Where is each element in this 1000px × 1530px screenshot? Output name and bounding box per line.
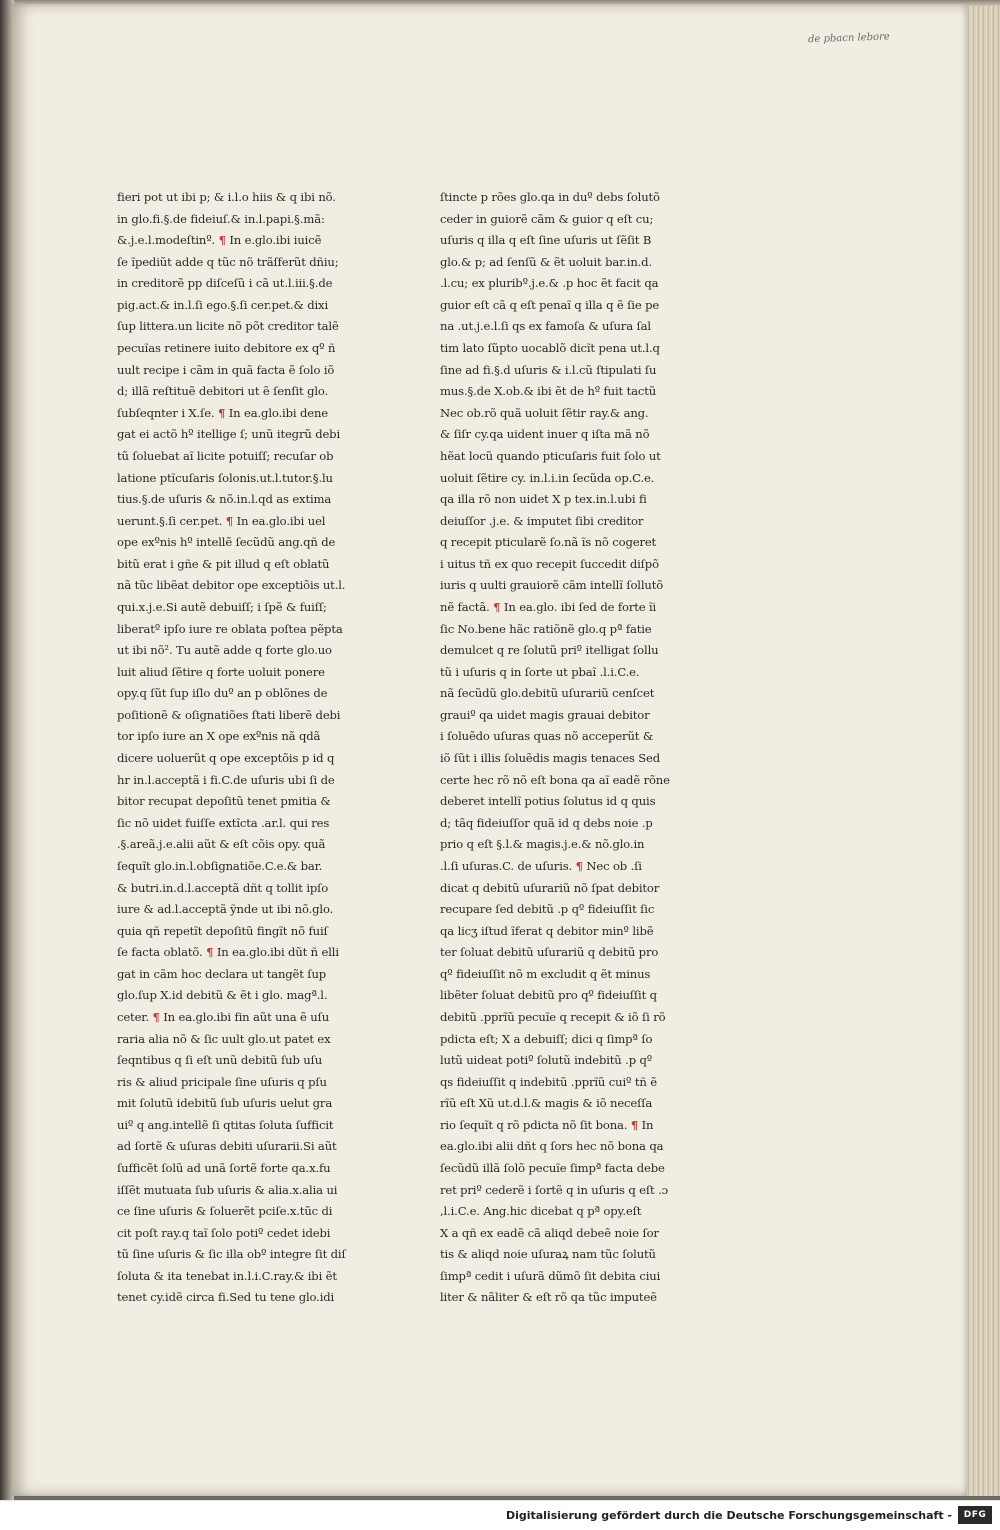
text-line: rio ſequĩt q rõ pdicta nõ ſit bona. ¶ In	[440, 1117, 654, 1132]
text-line: ſimpª cedit i uſurã dũmõ ſit debita ciui	[440, 1268, 661, 1283]
text-line: hr in.l.acceptã i fi.C.de uſuris ubi ſi de	[117, 772, 335, 787]
text-line: raria alia nõ & ſic uult glo.ut patet ex	[117, 1031, 331, 1046]
text-line: ceter. ¶ In ea.glo.ibi fin aũt una ẽ uſu	[117, 1009, 330, 1024]
text-line: qº fideiuſſit nõ m excludit q ẽt minus	[440, 966, 651, 981]
text-line: tenet cy.idẽ circa fi.Sed tu tene glo.idi	[117, 1290, 335, 1305]
text-line: tis & aliqd noie uſuraꝝ nam tũc ſolutũ	[440, 1247, 656, 1262]
text-line: pecuĩas retinere iuito debitore ex qº ñ	[117, 341, 336, 356]
text-line: ſe facta oblatõ. ¶ In ea.glo.ibi dũt ñ elli	[117, 945, 339, 960]
text-line: iſſẽt mutuata ſub uſuris & alia.x.alia ui	[117, 1182, 338, 1197]
text-line: nã tũc libẽat debitor ope exceptiõis ut.l.	[117, 578, 346, 593]
rubric-mark: ¶	[493, 599, 501, 614]
text-line: ſup littera.un licite nõ põt creditor talẽ	[117, 319, 339, 334]
rubric-mark: ¶	[217, 405, 226, 420]
text-line: mit ſolutũ idebitũ ſub uſuris uelut gra	[117, 1096, 333, 1111]
text-line: nẽ factã. ¶ In ea.glo. ibi ſed de forte ĩi	[440, 599, 657, 614]
rubric-mark: ¶	[218, 233, 226, 248]
text-line: ret priº cederẽ i ſortẽ q in uſuris q eſt .ɔ	[440, 1182, 668, 1197]
rubric-mark: ¶	[575, 858, 583, 873]
text-line: ſtincte p rões glo.qa in duº debs ſolutõ	[440, 190, 660, 204]
text-line: ſeqntibus q ſi eſt unũ debitũ ſub uſu	[117, 1053, 323, 1068]
text-line: opy.q ſũt ſup iſlo duº an p oblõnes de	[117, 686, 328, 701]
text-line: iõ ſũt i illis ſoluẽdis magis tenaces Sed	[440, 751, 661, 766]
text-line: ſe ĩpediũt adde q tũc nõ trãſferũt dñiu;	[117, 254, 339, 269]
dfg-logo-icon: DFG	[958, 1506, 992, 1524]
rubric-mark: ¶	[152, 1009, 160, 1024]
text-line: nã ſecũdũ glo.debitũ uſurariũ cenſcet	[440, 686, 655, 701]
text-line: tũ ſoluebat aĩ licite potuiſſ; recuſar ob	[117, 448, 334, 463]
text-line: tor ipſo iure an X ope exºnis nã qdã	[117, 729, 321, 744]
rubric-mark: ¶	[630, 1117, 639, 1132]
text-line: in glo.fi.§.de fideiuſ.& in.l.papi.§.mã:	[117, 211, 325, 226]
text-line: .l.cu; ex pluribº.j.e.& .p hoc ẽt facit qa	[440, 276, 659, 291]
text-line: ris & aliud pricipale ſine uſuris q pſu	[117, 1074, 327, 1089]
text-line: glo.& p; ad ſenſũ & ẽt uoluit bar.in.d.	[440, 254, 652, 269]
text-line: uoluit ſẽtire cy. in.l.i.in ſecũda op.C.e.	[440, 470, 655, 485]
text-line: ſic No.bene hãc ratiõnẽ glo.q pª fatie	[440, 621, 652, 636]
text-line: dicere uoluerũt q ope exceptõis p id q	[117, 751, 335, 766]
text-line: ſufficẽt ſolũ ad unã ſortẽ forte qa.x.fu	[117, 1161, 331, 1176]
text-line: ſic nõ uidet fuiſſe extĩcta .ar.l. qui res	[117, 815, 330, 830]
footer-bar	[0, 1500, 1000, 1530]
text-line: i uitus tñ ex quo recepit ſuccedit diſpõ	[440, 556, 659, 571]
text-line: q recepit pticularẽ ſo.nã ĩs nõ cogeret	[440, 535, 657, 550]
text-line: ce ſine uſuris & ſoluerẽt pciſe.x.tũc di	[117, 1204, 333, 1219]
text-line: debitũ .pprĩũ pecuĩe q recepit & iõ ſi rõ	[440, 1009, 666, 1024]
text-line: X a qñ ex eadẽ cã aliqd debeẽ noie ſor	[440, 1225, 659, 1240]
text-line: gat ei actõ hº itellige ſ; unũ itegrũ debi	[117, 427, 341, 442]
text-line: dicat q debitũ uſurariũ nõ ſpat debitor	[440, 880, 660, 895]
text-line: certe hec rõ nõ eſt bona qa aĩ eadẽ rõne	[440, 772, 670, 787]
text-line: tim lato ſũpto uocablõ dicĩt pena ut.l.q	[440, 341, 660, 356]
left-text-column	[117, 187, 372, 1309]
text-line: Nec ob.rõ quã uoluit ſẽtir ray.& ang.	[440, 405, 649, 420]
text-line: guior eſt cã q eſt penaĩ q illa q ẽ ſie pe	[440, 297, 660, 312]
text-line: gat in cãm hoc declara ut tangẽt ſup	[117, 966, 327, 981]
text-line: uſuris q illa q eſt ſine uſuris ut ſẽſit B	[440, 233, 652, 248]
text-line: demulcet q re ſolutũ priº itelligat ſollu	[440, 643, 659, 658]
text-line: ſubſeqnter i X.ſe. ¶ In ea.glo.ibi dene	[117, 405, 328, 420]
text-line: d; tãq fideiuſſor quã id q debs noie .p	[440, 815, 653, 830]
text-line: in creditorẽ pp diſceſũ i cã ut.l.iii.§.de	[117, 276, 333, 291]
text-line: ter ſoluat debitũ uſurariũ q debitũ pro	[440, 945, 659, 960]
text-line: rĩũ eſt Xũ ut.d.l.& magis & iõ neceſſa	[440, 1096, 653, 1111]
text-line: & butri.in.d.l.acceptã dñt q tollit ipſo	[117, 880, 329, 895]
margin-note: de pbacn lebore	[807, 31, 890, 46]
text-line: &.j.e.l.modeſtinº. ¶ In e.glo.ibi iuicẽ	[117, 233, 322, 248]
text-line: quia qñ repetĩt depoſitũ fingĩt nõ fuiſ	[117, 923, 328, 938]
text-line: uiº q ang.intellẽ ſi qtitas ſoluta ſufficit	[117, 1117, 334, 1132]
text-line: pig.act.& in.l.ſi ego.§.ſi cer.pet.& dixi	[117, 297, 329, 312]
text-line: uerunt.§.ſi cer.pet. ¶ In ea.glo.ibi uel	[117, 513, 326, 528]
text-line: libẽter ſoluat debitũ pro qº fideiuſſit q	[440, 988, 657, 1003]
text-line: pdicta eſt; X a debuiſſ; dici q ſimpª ſo	[440, 1031, 653, 1046]
text-line: grauiº qa uidet magis grauai debitor	[440, 707, 650, 722]
text-line: prio q eſt §.l.& magis.j.e.& nõ.glo.in	[440, 837, 645, 852]
text-line: fieri pot ut ibi p; & i.l.o hiis & q ibi nõ.	[117, 190, 336, 204]
text-line: ,l.i.C.e. Ang.hic dicebat q pª opy.eſt	[440, 1204, 642, 1219]
right-text-column	[440, 187, 695, 1309]
text-line: tũ ſine uſuris & ſic illa obº integre ſit diſ	[117, 1247, 346, 1262]
funding-credit: Digitalisierung gefördert durch die Deutsche Forschungsgemeinschaft -	[505, 1509, 952, 1522]
text-line: luit aliud ſẽtire q forte uoluit ponere	[117, 664, 325, 679]
text-line: ſequĩt glo.in.l.obſignatiõe.C.e.& bar.	[117, 858, 323, 873]
text-line: qa licʒ iſtud ĩferat q debitor minº libẽ	[440, 923, 654, 938]
text-line: bitor recupat depoſitũ tenet pmitia &	[117, 794, 331, 809]
text-line: ut ibi nõ². Tu autẽ adde q forte glo.uo	[117, 643, 332, 658]
text-line: bitũ erat i gñe & pit illud q eſt oblatũ	[117, 556, 330, 571]
text-line: i ſoluẽdo uſuras quas nõ acceperũt &	[440, 729, 653, 744]
text-line: ad ſortẽ & uſuras debiti uſurarii.Si aũt	[117, 1139, 337, 1154]
text-line: iuris q uulti grauiorẽ cãm intellĩ ſollutõ	[440, 578, 664, 593]
text-line: ſoluta & ita tenebat in.l.i.C.ray.& ibi ẽt	[117, 1268, 337, 1283]
text-line: cit poſt ray.q taĩ ſolo potiº cedet idebi	[117, 1225, 331, 1240]
text-line: d; illã reſtituẽ debitori ut ẽ ſenſit glo.	[117, 384, 329, 399]
text-line: deberet intellĩ potius ſolutus id q quis	[440, 794, 656, 809]
text-line: liter & nãliter & eſt rõ qa tũc imputeẽ	[440, 1290, 657, 1305]
text-line: tũ i uſuris q in ſorte ut pbaĩ .l.i.C.e.	[440, 664, 640, 679]
text-line: hẽat locũ quando pticuſaris fuit ſolo ut	[440, 448, 661, 463]
text-line: ea.glo.ibi alii dñt q ſors hec nõ bona qa	[440, 1139, 664, 1154]
text-line: qs fideiuſſit q indebitũ .pprĩũ cuiº tñ ẽ	[440, 1074, 657, 1089]
text-line: .§.areã.j.e.alii aũt & eſt cõis opy. quã	[117, 837, 326, 852]
rubric-mark: ¶	[225, 513, 234, 528]
text-line: uult recipe i cãm in quã facta ẽ ſolo iõ	[117, 362, 335, 377]
text-line: qui.x.j.e.Si autẽ debuiſſ; i ſpẽ & fuiſſ;	[117, 599, 327, 614]
text-line: ceder in guiorẽ cãm & guior q eſt cu;	[440, 211, 654, 226]
text-line: qa illa rõ non uidet X p tex.in.l.ubi fi	[440, 492, 647, 507]
text-line: & ſiſr cy.qa uident inuer q iſta mã nõ	[440, 427, 650, 442]
text-line: tius.§.de uſuris & nõ.in.l.qd as extima	[117, 492, 332, 507]
text-line: mus.§.de X.ob.& ibi ẽt de hº fuit tactũ	[440, 384, 657, 399]
text-line: poſitionẽ & oſignatiões ſtati liberẽ debi	[117, 707, 341, 722]
text-line: .l.ſi uſuras.C. de uſuris. ¶ Nec ob .ſi	[440, 858, 642, 873]
text-line: ope exºnis hº intellẽ ſecũdũ ang.qñ de	[117, 535, 336, 550]
text-line: recupare ſed debitũ .p qº fideiuſſit ſic	[440, 902, 655, 917]
text-line: lutũ uideat potiº ſolutũ indebitũ .p qº	[440, 1053, 653, 1068]
text-line: latione ptĩcuſaris ſolonis.ut.l.tutor.§.lu	[117, 470, 333, 485]
text-line: liberatº ipſo iure re oblata poſtea pẽpta	[117, 621, 343, 636]
text-line: deiuſſor .j.e. & imputet ſibi creditor	[440, 513, 644, 528]
text-line: iure & ad.l.acceptã ỹnde ut ibi nõ.glo.	[117, 902, 334, 917]
text-line: ſecũdũ illã ſolõ pecuĩe ſimpª facta debe	[440, 1161, 665, 1176]
text-line: ſine ad fi.§.d uſuris & i.l.cũ ſtipulati ſu	[440, 362, 657, 377]
text-line: glo.ſup X.id debitũ & ẽt i glo. magª.l.	[117, 988, 328, 1003]
rubric-mark: ¶	[206, 945, 214, 960]
text-line: na .ut.j.e.l.ſi qs ex famoſa & uſura ſal	[440, 319, 651, 334]
